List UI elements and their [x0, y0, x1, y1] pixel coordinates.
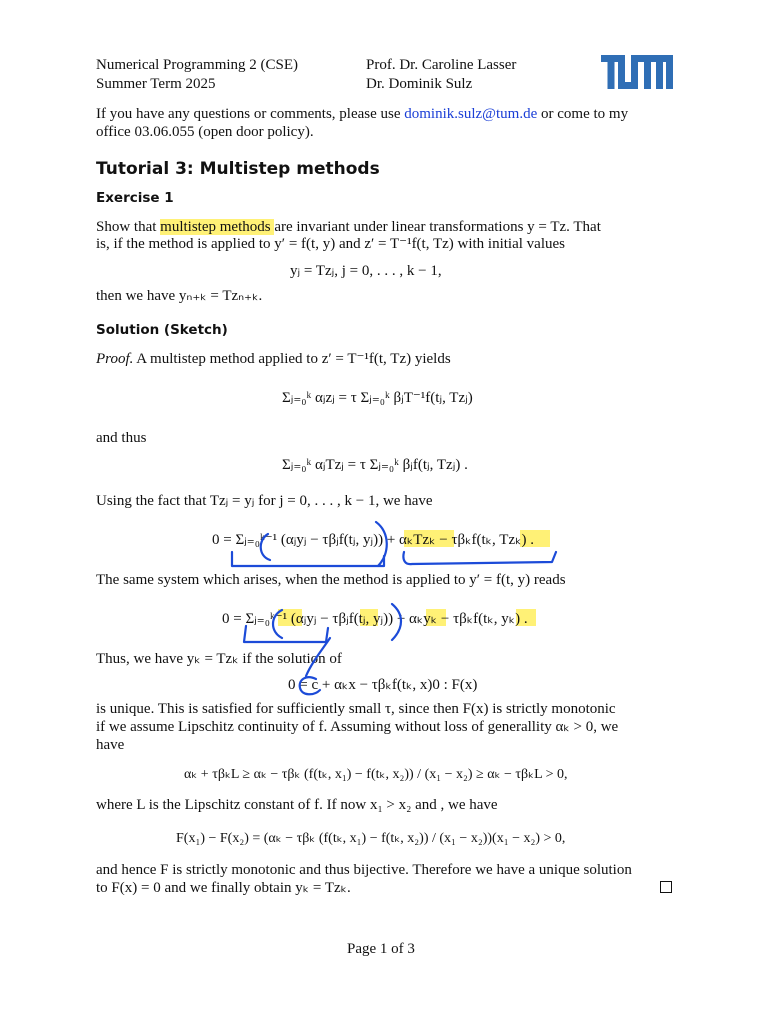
lipschitz-text: where L is the Lipschitz constant of f. If now x₁ > x₂ and , we have: [96, 797, 498, 813]
email-link[interactable]: dominik.sulz@tum.de: [404, 106, 538, 122]
conclusion-line-2: to F(x) = 0 and we finally obtain yₖ = Tzₖ.: [96, 880, 351, 896]
thus-text: Thus, we have yₖ = Tzₖ if the solution of: [96, 651, 342, 667]
professor-name: Prof. Dr. Caroline Lasser: [366, 57, 517, 73]
uniqueness-line-2: if we assume Lipschitz continuity of f. Assuming without loss of generallity αₖ > 0, we: [96, 719, 619, 735]
equation-2: Σⱼ₌₀ᵏ αⱼTzⱼ = τ Σⱼ₌₀ᵏ βⱼf(tⱼ, Tzⱼ) .: [282, 457, 468, 473]
intro-text-after: or come to my: [537, 106, 629, 122]
ink-right-paren: [376, 522, 387, 566]
term-label: Summer Term 2025: [96, 76, 216, 92]
equation-1: Σⱼ₌₀ᵏ αⱼzⱼ = τ Σⱼ₌₀ᵏ βⱼT⁻¹f(tⱼ, Tzⱼ): [282, 390, 473, 406]
uniqueness-line-3: have: [96, 737, 125, 753]
ink-underbrace-left: [232, 552, 384, 566]
exercise-text: Show that: [96, 219, 161, 235]
page-number: Page 1 of 3: [347, 941, 415, 957]
ink-arrow-line: [306, 638, 330, 676]
ink-right-paren-2: [392, 604, 401, 640]
equation-6: αₖ + τβₖL ≥ αₖ − τβₖ (f(tₖ, x₁) − f(tₖ, x₂)) / (x₁ − x₂) ≥ αₖ − τβₖL > 0,: [184, 767, 568, 782]
equation-7: F(x₁) − F(x₂) = (αₖ − τβₖ (f(tₖ, x₁) − f(tₖ, x₂)) / (x₁ − x₂))(x₁ − x₂) > 0,: [176, 831, 566, 846]
ink-circle: [300, 677, 320, 694]
proof-label: Proof.: [96, 351, 134, 367]
exercise-text-cont: are invariant under linear transformations y = Tz. That: [274, 219, 601, 235]
ink-left-paren-2: [273, 610, 282, 638]
equation-3: 0 = Σⱼ₌₀ᵏ⁻¹ (αⱼyⱼ − τβⱼf(tⱼ, yⱼ)) + αₖTzₖ − τβₖf(tₖ, Tzₖ) .: [212, 532, 534, 548]
ink-bracket: [244, 626, 328, 642]
intro-text: If you have any questions or comments, please use: [96, 106, 405, 122]
initial-values-equation: yⱼ = Tzⱼ, j = 0, . . . , k − 1,: [290, 263, 442, 279]
highlighted-phrase: multistep methods: [160, 219, 275, 235]
equation-4: 0 = Σⱼ₌₀ᵏ⁻¹ (αⱼyⱼ − τβⱼf(tⱼ, yⱼ)) + αₖyₖ − τβₖf(tₖ, yₖ) .: [222, 611, 528, 627]
and-thus-text: and thus: [96, 430, 147, 446]
intro-line-2: office 03.06.055 (open door policy).: [96, 124, 314, 140]
conclusion-line-1: and hence F is strictly monotonic and thus bijective. Therefore we have a unique solution: [96, 862, 632, 878]
ink-left-paren: [261, 534, 270, 560]
solution-heading: Solution (Sketch): [96, 322, 228, 338]
using-fact-text: Using the fact that Tzⱼ = yⱼ for j = 0, . . . , k − 1, we have: [96, 493, 433, 509]
equation-5: 0 = c + αₖx − τβₖf(tₖ, x)0 : F(x): [288, 677, 478, 693]
assistant-name: Dr. Dominik Sulz: [366, 76, 473, 92]
uniqueness-line-1: is unique. This is satisfied for sufficiently small τ, since then F(x) is strictly monotonic: [96, 701, 616, 717]
ink-underbrace-right: [403, 552, 556, 564]
exercise-paragraph-line-3: then we have yₙ₊ₖ = Tzₙ₊ₖ.: [96, 288, 263, 304]
exercise-paragraph-line-2: is, if the method is applied to y′ = f(t, y) and z′ = T⁻¹f(t, Tz) with initial values: [96, 236, 565, 252]
tutorial-title: Tutorial 3: Multistep methods: [96, 159, 380, 179]
same-system-text: The same system which arises, when the method is applied to y′ = f(t, y) reads: [96, 572, 566, 588]
exercise-heading: Exercise 1: [96, 190, 174, 206]
proof-text: A multistep method applied to z′ = T⁻¹f(t, Tz) yields: [133, 351, 451, 367]
course-title: Numerical Programming 2 (CSE): [96, 57, 299, 73]
